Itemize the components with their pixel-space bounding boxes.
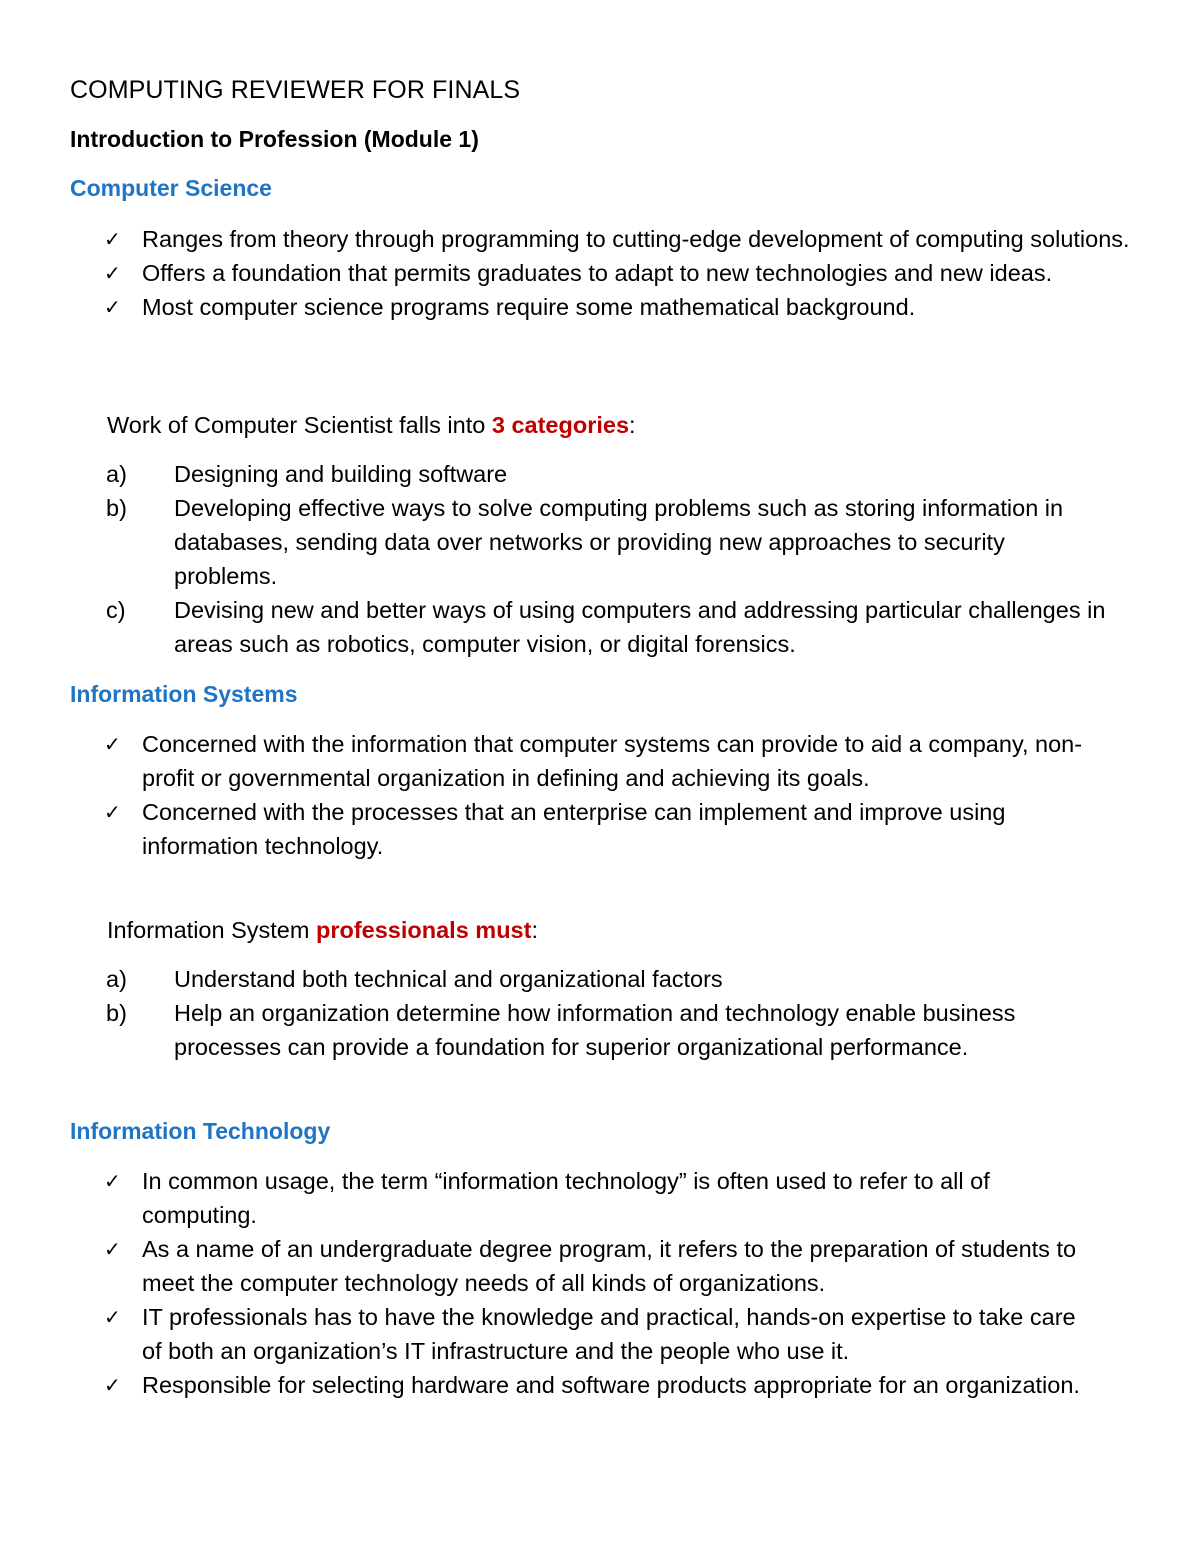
information-systems-intro: [107, 913, 538, 947]
intro-prefix: Work of Computer Scientist falls into: [107, 412, 492, 438]
check-list-item: [104, 1300, 1094, 1368]
checkmark-icon: ✓: [104, 732, 121, 756]
list-marker: a): [106, 966, 127, 992]
computer-science-categories-list: [106, 457, 1106, 661]
check-list-item: [104, 1368, 1094, 1402]
intro-emphasis: 3 categories: [491, 412, 630, 438]
intro-suffix: :: [531, 917, 538, 943]
information-systems-must-list: [106, 962, 1106, 1064]
alpha-list-item: [106, 491, 1106, 593]
check-item-text: Offers a foundation that permits graduates to adapt to new technologies and new ideas.: [142, 260, 1053, 286]
alpha-list-item: [106, 962, 1106, 996]
checkmark-icon: ✓: [104, 1373, 121, 1397]
computer-science-check-list: [104, 222, 1134, 324]
section-heading-information-systems: Information Systems: [70, 681, 298, 707]
check-item-text: IT professionals has to have the knowledge and practical, hands-on expertise to take care of both an organization’s IT infrastructure and the people who use it.: [142, 1304, 1076, 1364]
checkmark-icon: ✓: [104, 1305, 121, 1329]
intro-prefix: Information System: [107, 917, 316, 943]
alpha-item-text: Developing effective ways to solve computing problems such as storing information in databases, sending data over networks or providing new approaches to security problems.: [174, 495, 1064, 589]
document-subtitle: Introduction to Profession (Module 1): [70, 126, 479, 152]
list-marker: c): [106, 597, 126, 623]
alpha-item-text: Devising new and better ways of using computers and addressing particular challenges in areas such as robotics, computer vision, or digital forensics.: [174, 597, 1106, 657]
check-list-item: [104, 795, 1104, 863]
alpha-item-text: Help an organization determine how information and technology enable business processes can provide a foundation for superior organizational performance.: [174, 1000, 1016, 1060]
check-list-item: [104, 727, 1104, 795]
alpha-list-item: [106, 996, 1106, 1064]
information-technology-check-list: [104, 1164, 1094, 1402]
checkmark-icon: ✓: [104, 261, 121, 285]
check-list-item: [104, 256, 1134, 290]
check-item-text: As a name of an undergraduate degree program, it refers to the preparation of students to meet the computer technology needs of all kinds of organizations.: [142, 1236, 1077, 1296]
check-item-text: In common usage, the term “information technology” is often used to refer to all of computing.: [142, 1168, 990, 1228]
checkmark-icon: ✓: [104, 227, 121, 251]
checkmark-icon: ✓: [104, 295, 121, 319]
checkmark-icon: ✓: [104, 800, 121, 824]
alpha-item-text: Designing and building software: [174, 461, 508, 487]
document-title: COMPUTING REVIEWER FOR FINALS: [70, 76, 521, 104]
check-item-text: Most computer science programs require some mathematical background.: [142, 294, 916, 320]
check-item-text: Responsible for selecting hardware and software products appropriate for an organization.: [142, 1372, 1080, 1398]
check-item-text: Concerned with the processes that an enterprise can implement and improve using information technology.: [142, 799, 1006, 859]
list-marker: b): [106, 495, 127, 521]
intro-suffix: :: [629, 412, 636, 438]
alpha-list-item: [106, 593, 1106, 661]
section-heading-computer-science: Computer Science: [70, 175, 272, 201]
checkmark-icon: ✓: [104, 1237, 121, 1261]
list-marker: a): [106, 461, 127, 487]
check-list-item: [104, 1164, 1094, 1232]
check-list-item: [104, 222, 1134, 256]
alpha-list-item: [106, 457, 1106, 491]
alpha-item-text: Understand both technical and organizational factors: [174, 966, 723, 992]
intro-emphasis: professionals must: [315, 917, 532, 943]
checkmark-icon: ✓: [104, 1169, 121, 1193]
check-item-text: Concerned with the information that computer systems can provide to aid a company, non-profit or governmental organization in defining and achieving its goals.: [142, 731, 1083, 791]
list-marker: b): [106, 1000, 127, 1026]
information-systems-check-list: [104, 727, 1104, 863]
section-heading-information-technology: Information Technology: [70, 1118, 331, 1144]
check-item-text: Ranges from theory through programming to cutting-edge development of computing solutions.: [142, 226, 1130, 252]
check-list-item: [104, 1232, 1094, 1300]
check-list-item: [104, 290, 1134, 324]
computer-science-intro: [107, 408, 636, 442]
